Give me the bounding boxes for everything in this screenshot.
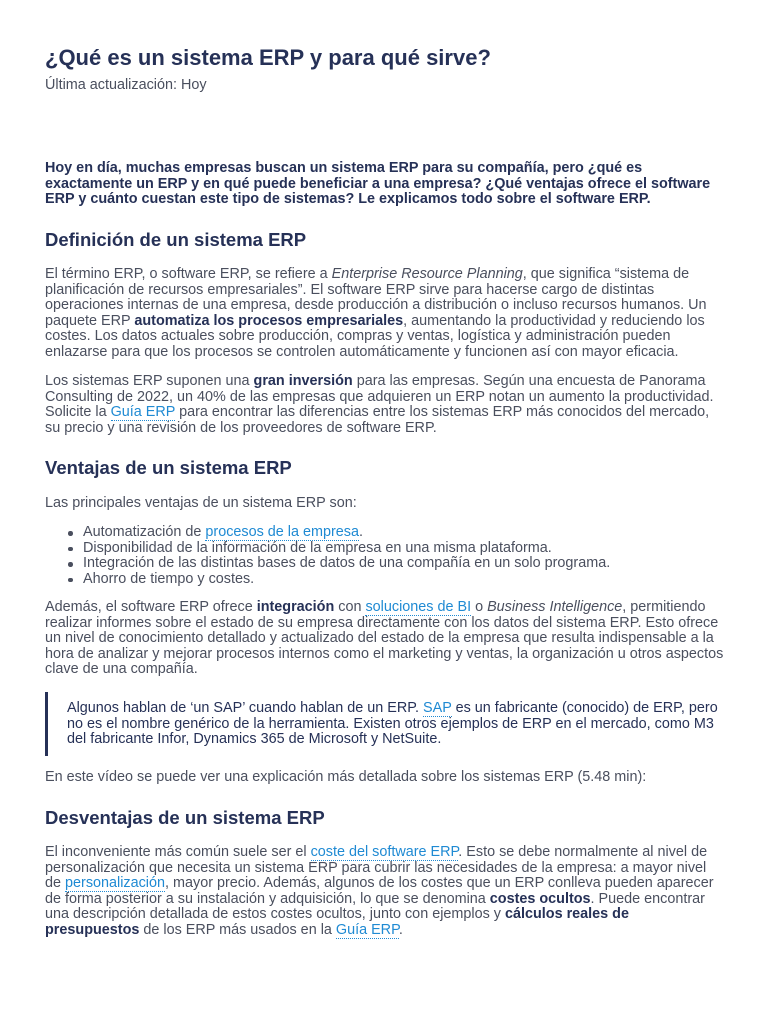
- text-span: , permitiendo realizar informes sobre el estado de su empresa directamente con los datos del sistema ERP. Esto ofrece un nivel de conocimiento detallado y actualizado del estado de la empresa que resulta indispensable a la hora de analizar y mejorar procesos internos como el marketing y ventas, la organización u otros aspectos clave de una compañía.: [45, 599, 724, 678]
- definicion-paragraph-2: [45, 374, 725, 436]
- text-span: .: [359, 524, 363, 540]
- text-span: .: [398, 921, 403, 938]
- personalizacion-link[interactable]: personalización: [65, 875, 166, 892]
- bold-text: automatiza los procesos empresariales: [134, 312, 404, 329]
- last-updated: Última actualización: Hoy: [45, 77, 207, 93]
- section-heading-definicion: Definición de un sistema ERP: [45, 229, 307, 250]
- intro-paragraph: Hoy en día, muchas empresas buscan un sistema ERP para su compañía, pero ¿qué es exactamente un ERP y en qué puede beneficiar a una empresa? ¿Qué ventajas ofrece el software ERP y cuánto cuestan este tipo de sistemas? Le explicamos todo sobre el software ERP.: [45, 160, 711, 208]
- text-span: Algunos hablan de ‘un SAP’ cuando hablan de un ERP.: [67, 700, 424, 716]
- text-span: Además, el software ERP ofrece: [45, 599, 257, 615]
- page-title: ¿Qué es un sistema ERP y para qué sirve?: [45, 45, 491, 70]
- text-span: El inconveniente más común suele ser el: [45, 844, 311, 860]
- text-span: , aumentando la productividad y reduciendo los costes. Los datos actuales sobre producción, compras y ventas, logística y administración pueden enlazarse para que los procesos se controlen automáticamente y funcionen así con mayor eficacia.: [45, 312, 705, 360]
- ventajas-list: [45, 525, 725, 587]
- video-caption: En este vídeo se puede ver una explicación más detallada sobre los sistemas ERP (5.48 min):: [45, 769, 647, 785]
- text-span: es un fabricante (conocido) de ERP, pero no es el nombre genérico de la herramienta. Existen otros ejemplos de ERP en el mercado, como M3 del fabricante Infor, Dynamics 365 de Microsoft y NetSuite.: [67, 700, 718, 748]
- list-item: [83, 525, 725, 541]
- bold-text: cálculos reales de presupuestos: [45, 906, 629, 938]
- desventajas-paragraph: [45, 845, 725, 939]
- text-span: Automatización de: [83, 524, 206, 540]
- ventajas-paragraph-2: [45, 600, 725, 678]
- text-span: o: [471, 599, 488, 615]
- definicion-paragraph-1: [45, 267, 725, 361]
- emphasis-text: Enterprise Resource Planning: [331, 266, 523, 282]
- guia-erp-link[interactable]: Guía ERP: [335, 921, 399, 938]
- text-span: con: [334, 599, 366, 615]
- sap-blockquote: [45, 692, 725, 756]
- ventajas-intro: Las principales ventajas de un sistema ERP son:: [45, 495, 357, 511]
- emphasis-text: Business Intelligence: [487, 599, 623, 615]
- procesos-empresa-link[interactable]: procesos de la empresa: [205, 524, 359, 540]
- list-item: Disponibilidad de la información de la empresa en una misma plataforma.: [83, 541, 725, 557]
- text-span: Los sistemas ERP suponen una: [45, 373, 254, 389]
- list-item: Integración de las distintas bases de datos de una compañía en un solo programa.: [83, 556, 725, 572]
- bold-text: gran inversión: [253, 373, 353, 389]
- text-span: para las empresas. Según una encuesta de Panorama Consulting de 2022, un 40% de las empresas que adquieren un ERP notan un aumento la productividad. Solicite la: [45, 373, 714, 421]
- list-item: Ahorro de tiempo y costes.: [83, 572, 725, 588]
- text-span: , que significa “sistema de planificación de recursos empresariales”. El software ERP sirve para hacerse cargo de distintas operaciones internas de una empresa, desde producción a distribución o incluso recursos humanos. Un paquete ERP: [45, 266, 707, 329]
- section-heading-desventajas: Desventajas de un sistema ERP: [45, 807, 325, 828]
- text-span: El término ERP, o software ERP, se refiere a: [45, 266, 332, 282]
- text-span: . Esto se debe normalmente al nivel de personalización que necesita un sistema ERP para cubrir las necesidades de la empresa: a mayor nivel de: [45, 844, 708, 892]
- text-span: de los ERP más usados en la: [139, 921, 336, 938]
- section-heading-ventajas: Ventajas de un sistema ERP: [45, 457, 292, 478]
- bold-text: integración: [256, 599, 335, 615]
- soluciones-bi-link[interactable]: soluciones de BI: [365, 599, 472, 615]
- coste-software-erp-link[interactable]: coste del software ERP: [310, 844, 459, 860]
- text-span: . Puede encontrar una descripción detallada de estos costes ocultos, junto con ejemplos y: [45, 890, 705, 923]
- bold-text: costes ocultos: [489, 890, 591, 907]
- text-span: para encontrar las diferencias entre los sistemas ERP más conocidos del mercado, su precio y una revisión de los proveedores de software ERP.: [45, 404, 710, 436]
- guia-erp-link[interactable]: Guía ERP: [110, 404, 176, 421]
- sap-link[interactable]: SAP: [423, 700, 452, 716]
- text-span: , mayor precio. Además, algunos de los costes que un ERP conlleva pueden aparecer de forma posterior a su instalación y adquisición, lo que se denomina: [45, 875, 714, 907]
